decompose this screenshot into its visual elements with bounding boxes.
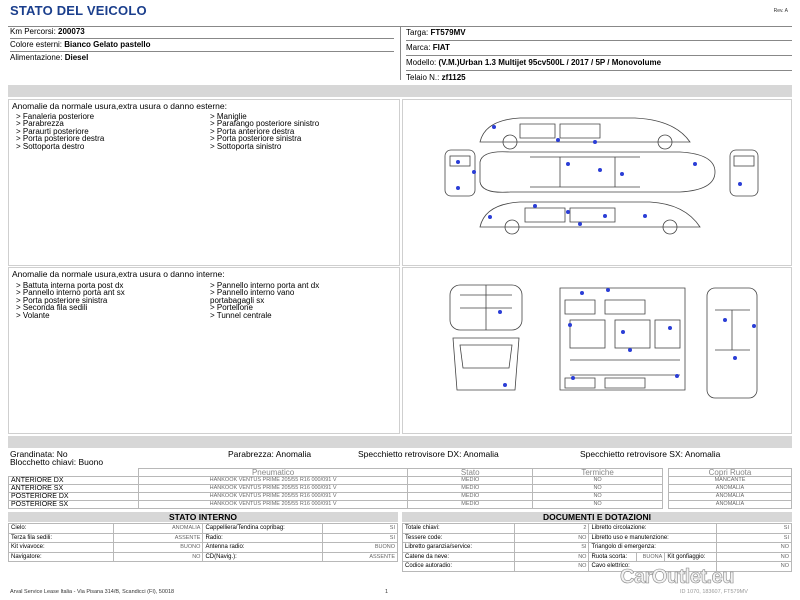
table-row: POSTERIORE SX HANKOOK VENTUS PRIME 205/55 R16 000/091 V MEDIO NO [9, 501, 663, 509]
table-row: Kit vivavoce: BUONO Antenna radio: BUONO [9, 543, 398, 553]
damage-marker [668, 326, 672, 330]
table-row: Terza fila sedili: ASSENTE Radio: SI [9, 533, 398, 543]
table-row: ANTERIORE SX HANKOOK VENTUS PRIME 205/55 R16 000/091 V MEDIO NO [9, 485, 663, 493]
damage-marker [598, 168, 602, 172]
table-row: MANCANTE [669, 477, 792, 485]
damage-marker [628, 348, 632, 352]
tyres-table [8, 468, 663, 509]
damage-marker [733, 356, 737, 360]
damage-marker [492, 125, 496, 129]
plate-row: Targa: FT579MV [406, 28, 466, 37]
damage-marker [533, 204, 537, 208]
windshield-status: Parabrezza: Anomalia [228, 449, 312, 459]
damage-marker [738, 182, 742, 186]
damage-marker [503, 383, 507, 387]
table-row: ANOMALIA [669, 485, 792, 493]
chassis-row: Telaio N.: zf1125 [406, 73, 466, 82]
damage-marker [488, 215, 492, 219]
vehicle-info-left [10, 27, 394, 63]
external-damage-col2: > Maniglie > Parafango posteriore sinistro > Porta anteriore destra > Porta posteriore sinistra > Sottoporta sinistro [210, 112, 320, 151]
damage-marker [571, 376, 575, 380]
damage-marker [578, 222, 582, 226]
damage-marker [566, 210, 570, 214]
damage-marker [693, 162, 697, 166]
fuel-row: Alimentazione: Diesel [10, 53, 89, 62]
damage-marker [566, 162, 570, 166]
damage-marker [675, 374, 679, 378]
table-row: Catene da neve: NO Ruota scorta: BUONA Kit gonfiaggio: NO [403, 552, 792, 562]
km-row: Km Percorsi: 200073 [10, 27, 85, 36]
damage-marker [620, 172, 624, 176]
footer-ref: ID 1070, 183607, FT579MV [680, 589, 748, 595]
tyres-header-row: Pneumatico Stato Termiche [9, 469, 663, 477]
damage-marker [568, 323, 572, 327]
table-row: Cielo: ANOMALIA Cappelliera/Tendina copribag: SI [9, 524, 398, 534]
table-row: Totale chiavi: 2 Libretto circolazione: SI [403, 524, 792, 534]
footer-address: Arval Service Lease Italia - Via Pisana 314/B, Scandicci (FI), 50018 [10, 589, 175, 595]
damage-marker [593, 140, 597, 144]
damage-marker [603, 214, 607, 218]
section-bar-bottom [8, 436, 792, 448]
damage-marker [456, 186, 460, 190]
documents-title: DOCUMENTI E DOTAZIONI [402, 512, 792, 522]
internal-car-diagram [445, 280, 765, 408]
damage-marker [621, 330, 625, 334]
table-row: Libretto garanzia/service: SI Triangolo di emergenza: NO [403, 543, 792, 553]
table-row: Navigatore: NO CD(Navig.): ASSENTE [9, 552, 398, 562]
caroutlet-logo: CarOutlet.eu [620, 566, 735, 588]
section-bar-top [8, 85, 792, 97]
external-damage-markers [456, 125, 742, 226]
external-damage-col1: > Fanaleria posteriore > Parabrezza > Paraurti posteriore > Porta posteriore destra > Sottoporta destro [16, 112, 105, 151]
internal-damage-col2: > Pannello interno porta ant dx > Pannello interno vano portabagagli sx > Portellone > Tunnel centrale [210, 281, 320, 320]
external-damage-title: Anomalie da normale usura,extra usura o danno esterne: [12, 101, 227, 111]
damage-marker [456, 160, 460, 164]
damage-marker [498, 310, 502, 314]
hail-status: Grandinata: No [10, 449, 68, 459]
table-row: ANOMALIA [669, 501, 792, 509]
internal-damage-title: Anomalie da normale usura,extra usura o danno interne: [12, 269, 225, 279]
external-car-diagram [440, 112, 765, 240]
wheel-cover-table: Copri Ruota MANCANTE ANOMALIA ANOMALIA ANOMALIA [668, 468, 792, 509]
mirror-sx-status: Specchietto retrovisore SX: Anomalia [580, 449, 721, 459]
table-row: ANOMALIA [669, 493, 792, 501]
damage-marker [643, 214, 647, 218]
table-row: POSTERIORE DX HANKOOK VENTUS PRIME 205/55 R16 000/091 V MEDIO NO [9, 493, 663, 501]
page-number: 1 [385, 589, 389, 595]
damage-marker [472, 170, 476, 174]
page-title: STATO DEL VEICOLO [10, 3, 147, 18]
damage-marker [580, 291, 584, 295]
damage-marker [752, 324, 756, 328]
internal-damage-col1: > Battuta interna porta post dx > Pannello interno porta ant sx > Porta posteriore sinistra > Seconda fila sedili > Volante [16, 281, 125, 320]
documents-table [402, 523, 792, 572]
revision-label: Rev. A [773, 8, 788, 14]
mirror-dx-status: Specchietto retrovisore DX: Anomalia [358, 449, 499, 459]
internal-damage-markers [498, 288, 756, 387]
brand-row: Marca: FIAT [406, 43, 450, 52]
color-row: Colore esterni: Bianco Gelato pastello [10, 40, 151, 49]
table-row: Codice autoradio: NO Cavo elettrico: NO [403, 562, 792, 572]
interior-state-title: STATO INTERNO [8, 512, 398, 522]
interior-state-table [8, 523, 398, 562]
table-row: ANTERIORE DX HANKOOK VENTUS PRIME 205/55 R16 000/091 V MEDIO NO [9, 477, 663, 485]
keys-status: Blocchetto chiavi: Buono [10, 457, 104, 467]
damage-marker [606, 288, 610, 292]
model-row: Modello: (V.M.)Urban 1.3 Multijet 95cv500L / 2017 / 5P / Monovolume [406, 58, 662, 67]
damage-marker [556, 138, 560, 142]
table-row: Tessere code: NO Libretto uso e manutenzione: SI [403, 533, 792, 543]
damage-marker [723, 318, 727, 322]
